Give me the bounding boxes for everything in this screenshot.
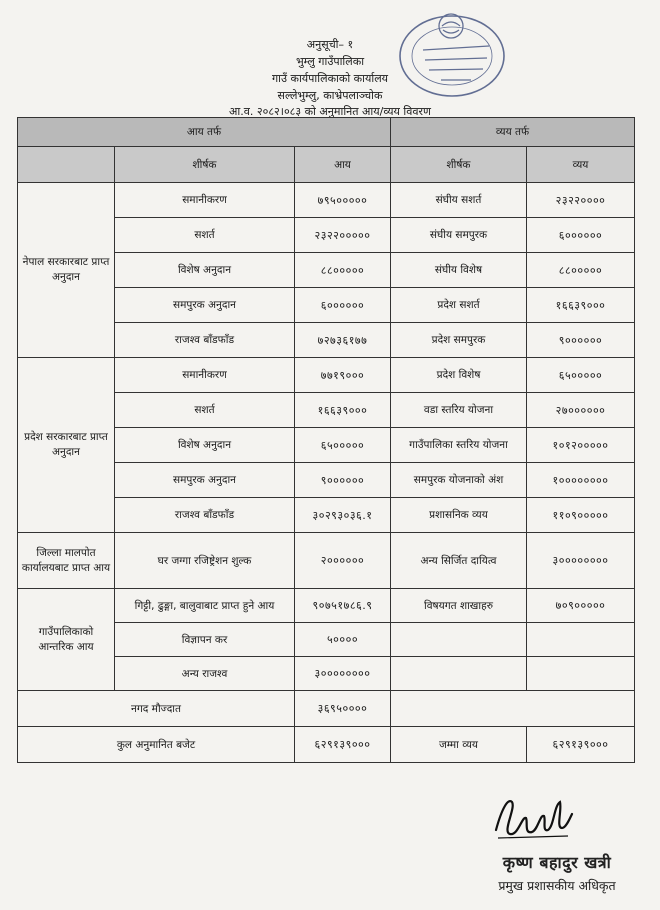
expense-heading-cell: संघीय समपुरक [391, 218, 527, 253]
income-section-header: आय तर्फ [18, 118, 391, 147]
expense-value-cell: ७०९००००० [527, 589, 635, 623]
expense-value-cell: ६०००००० [527, 218, 635, 253]
table-row [18, 183, 635, 218]
income-heading-cell: विशेष अनुदान [115, 428, 295, 463]
expense-heading-column-header: शीर्षक [391, 147, 527, 183]
signatory-name: कृष्ण बहादुर खत्री [502, 853, 612, 872]
expense-heading-cell [391, 623, 527, 657]
total-income-value: ६२९१३९००० [295, 727, 391, 763]
income-value-cell: ७९५००००० [295, 183, 391, 218]
column-header-row [18, 147, 635, 183]
office-address: सल्लेभुम्लु, काभ्रेपलाञ्चोक [277, 89, 383, 102]
income-heading-cell: गिट्टी, ढुङ्गा, बालुवाबाट प्राप्त हुने आय [115, 589, 295, 623]
group-label-federal-grant: नेपाल सरकारबाट प्राप्त अनुदान [18, 183, 115, 358]
empty-cell [391, 691, 527, 727]
expense-heading-cell [391, 657, 527, 691]
expense-value-cell: १०००००००० [527, 463, 635, 498]
total-expense-label: जम्मा व्यय [391, 727, 527, 763]
income-value-cell: ९०००००० [295, 463, 391, 498]
expense-value-cell: १०१२००००० [527, 428, 635, 463]
expense-heading-cell: विषयगत शाखाहरु [391, 589, 527, 623]
income-value-cell: ७७१९००० [295, 358, 391, 393]
group-label-internal-revenue: गाउँपालिकाको आन्तरिक आय [18, 589, 115, 691]
empty-cell [527, 691, 635, 727]
expense-heading-cell: प्रदेश विशेष [391, 358, 527, 393]
expense-value-cell: २३२२०००० [527, 183, 635, 218]
income-heading-cell: विशेष अनुदान [115, 253, 295, 288]
income-value-cell: १६६३९००० [295, 393, 391, 428]
expense-heading-cell: अन्य सिर्जित दायित्व [391, 533, 527, 589]
expense-value-cell [527, 657, 635, 691]
income-heading-cell: समपुरक अनुदान [115, 463, 295, 498]
expense-heading-cell: समपुरक योजनाको अंश [391, 463, 527, 498]
budget-table [17, 117, 635, 763]
income-heading-cell: सशर्त [115, 393, 295, 428]
municipality-name: भुम्लु गाउँपालिका [295, 55, 365, 68]
table-row [18, 358, 635, 393]
expense-value-cell: ८८००००० [527, 253, 635, 288]
expense-heading-cell: प्रदेश समपुरक [391, 323, 527, 358]
group-label-land-revenue: जिल्ला मालपोत कार्यालयबाट प्राप्त आय [18, 533, 115, 589]
income-value-cell: ३०२९३०३६.१ [295, 498, 391, 533]
income-heading-cell: राजश्व बाँडफाँड [115, 498, 295, 533]
income-heading-cell: घर जग्गा रजिष्ट्रेशन शुल्क [115, 533, 295, 589]
total-expense-value: ६२९१३९००० [527, 727, 635, 763]
income-value-cell: ५०००० [295, 623, 391, 657]
group-column-header [18, 147, 115, 183]
cash-balance-row [18, 691, 635, 727]
income-value-cell: ६५००००० [295, 428, 391, 463]
signatory-title: प्रमुख प्रशासकीय अधिकृत [498, 878, 616, 893]
income-heading-cell: समानीकरण [115, 358, 295, 393]
total-budget-label: कुल अनुमानित बजेट [18, 727, 295, 763]
expense-heading-cell: संघीय सशर्त [391, 183, 527, 218]
expense-value-cell [527, 623, 635, 657]
income-heading-cell: समानीकरण [115, 183, 295, 218]
expense-heading-cell: वडा स्तरिय योजना [391, 393, 527, 428]
expense-heading-cell: प्रशासनिक व्यय [391, 498, 527, 533]
expense-value-cell: ३०००००००० [527, 533, 635, 589]
income-heading-cell: राजश्व बाँडफाँड [115, 323, 295, 358]
expense-heading-cell: प्रदेश सशर्त [391, 288, 527, 323]
document-title: आ.व. २०८२।०८३ को अनुमानित आय/व्यय विवरण [229, 105, 431, 118]
income-heading-cell: सशर्त [115, 218, 295, 253]
income-heading-cell: विज्ञापन कर [115, 623, 295, 657]
income-value-cell: ९०७५१७८६.९ [295, 589, 391, 623]
office-name: गाउँ कार्यपालिकाको कार्यालय [271, 72, 389, 85]
income-value-cell: ३०००००००० [295, 657, 391, 691]
expense-value-cell: ११०९००००० [527, 498, 635, 533]
expense-value-cell: ९०००००० [527, 323, 635, 358]
expense-value-cell: २७०००००० [527, 393, 635, 428]
cash-balance-value: ३६९५०००० [295, 691, 391, 727]
group-label-province-grant: प्रदेश सरकारबाट प्राप्त अनुदान [18, 358, 115, 533]
table-row [18, 533, 635, 589]
expense-column-header: व्यय [527, 147, 635, 183]
expense-heading-cell: संघीय विशेष [391, 253, 527, 288]
income-column-header: आय [295, 147, 391, 183]
income-value-cell: २३२२००००० [295, 218, 391, 253]
income-value-cell: ८८००००० [295, 253, 391, 288]
cash-balance-label: नगद मौज्दात [18, 691, 295, 727]
expense-value-cell: ६५००००० [527, 358, 635, 393]
table-row [18, 589, 635, 623]
section-header-row [18, 118, 635, 147]
income-heading-column-header: शीर्षक [115, 147, 295, 183]
annex-label: अनुसूची– १ [306, 38, 354, 51]
expense-value-cell: १६६३९००० [527, 288, 635, 323]
handwritten-signature [488, 788, 578, 848]
expense-heading-cell: गाउँपालिका स्तरिय योजना [391, 428, 527, 463]
income-value-cell: ७२७३६१७७ [295, 323, 391, 358]
income-heading-cell: अन्य राजश्व [115, 657, 295, 691]
expense-section-header: व्यय तर्फ [391, 118, 635, 147]
income-heading-cell: समपुरक अनुदान [115, 288, 295, 323]
total-row [18, 727, 635, 763]
income-value-cell: २०००००० [295, 533, 391, 589]
income-value-cell: ६०००००० [295, 288, 391, 323]
